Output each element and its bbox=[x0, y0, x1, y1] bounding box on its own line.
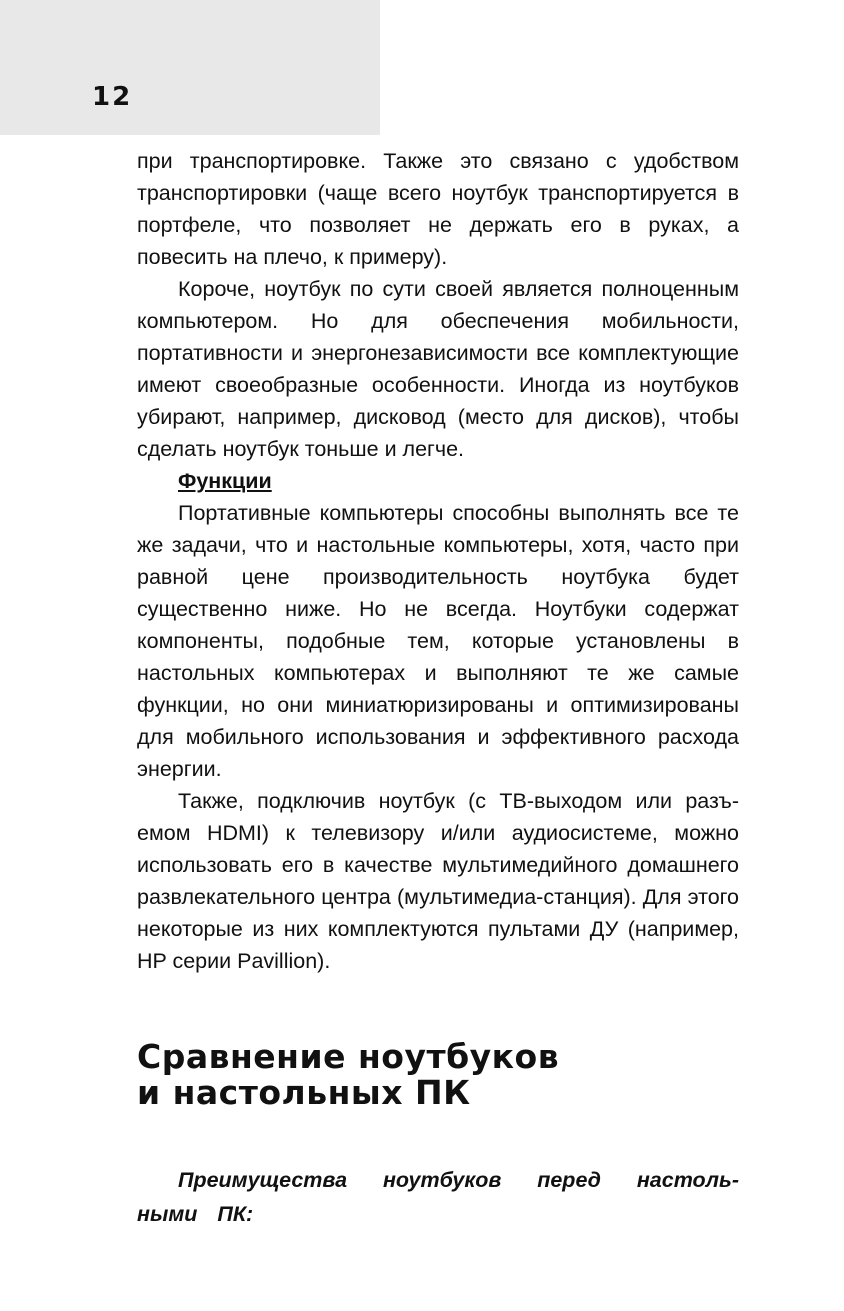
advantages-lead: Преимущества ноутбуков перед настольными ПК: bbox=[137, 1168, 739, 1226]
paragraph-transport: при транспортировке. Также это связано с удобством транспортировки (чаще всего ноутбук транспортируется в портфеле, что позволяет не держать его в руках, а повесить на плечо, к примеру). bbox=[137, 149, 739, 269]
page-number-tab bbox=[0, 0, 380, 135]
paragraph-laptop-full-computer: Короче, ноутбук по сути своей является полноценным компьютером. Но для обеспечения мобильности, портативности и энергонезависимости все комплектующие имеют своеобразные особенности. Иногда из ноутбуков убирают, например, дисковод (место для дисков), чтобы сделать ноутбук тоньше и легче. bbox=[137, 277, 739, 461]
section-title bbox=[137, 1039, 739, 1111]
page-number: 12 bbox=[92, 82, 133, 112]
section-title-line-1: Сравнение ноутбуков bbox=[137, 1037, 560, 1076]
page-content bbox=[137, 145, 739, 1231]
paragraph-multimedia: Также, подключив ноутбук (с ТВ-выходом или разъемом HDMI) к телевизору и/или аудиосистеме, можно использовать его в качестве мультимедийного домашнего развлекательного центра (мультимедиа-станция). Для этого некоторые из них комплектуются пультами ДУ (например, HP серии Pavillion). bbox=[137, 789, 739, 973]
subheading-functions: Функции bbox=[178, 469, 272, 493]
paragraph-portable-tasks: Портативные компьютеры способны выполнять все те же задачи, что и настольные компьютеры, хотя, часто при равной цене производительность ноутбука будет существенно ниже. Но не всегда. Ноутбуки содержат компоненты, подобные тем, которые установлены в настольных компьютерах и выполняют те же самые функции, но они миниатюризированы и оптимизированы для мобильного использования и эффективного расхода энергии. bbox=[137, 501, 739, 781]
section-title-line-2: и настольных ПК bbox=[137, 1073, 471, 1112]
